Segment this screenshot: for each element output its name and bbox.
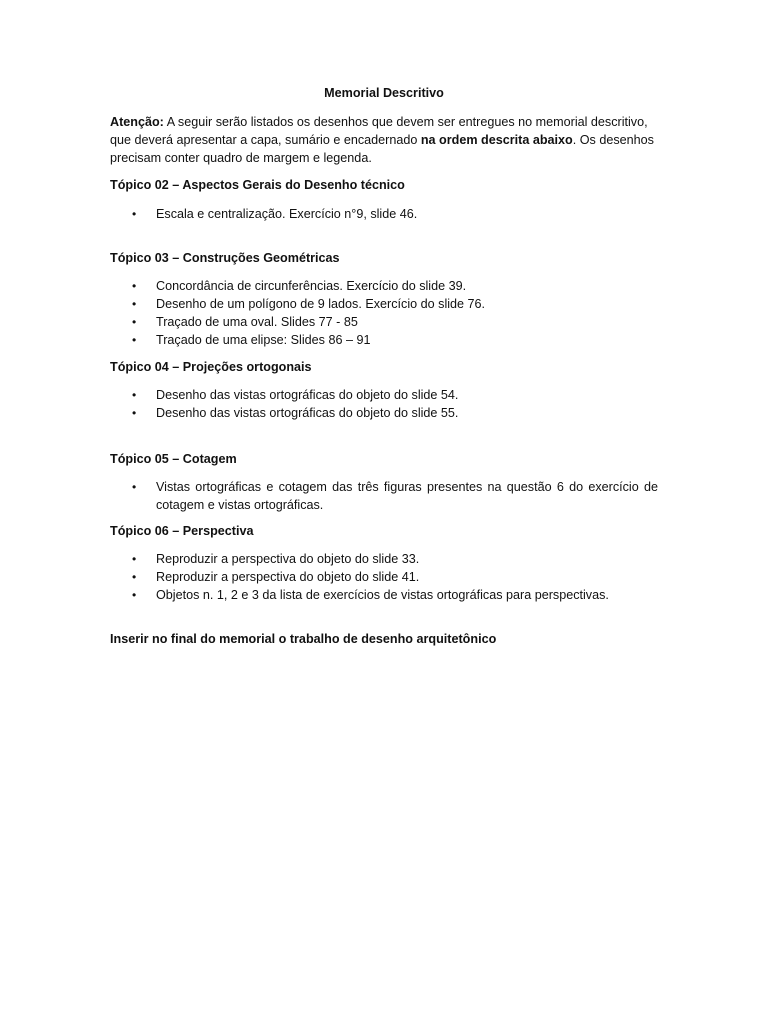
list-item (110, 404, 658, 422)
list-item (110, 295, 658, 313)
list-item (110, 331, 658, 349)
section-heading: Tópico 04 – Projeções ortogonais (110, 360, 312, 374)
intro-text-2: . Os desenhos precisam conter quadro de margem e legenda. (110, 133, 654, 165)
bullet-icon: • (132, 297, 137, 311)
list-item (110, 313, 658, 331)
list-item (110, 205, 658, 223)
list-item-text: Traçado de uma elipse: Slides 86 – 91 (156, 333, 371, 347)
section-heading: Tópico 05 – Cotagem (110, 452, 237, 466)
list-item-text: Desenho de um polígono de 9 lados. Exercício do slide 76. (156, 297, 486, 311)
bullet-list (110, 205, 658, 223)
bullet-icon: • (132, 207, 137, 221)
list-item (110, 277, 658, 295)
list-item-text: Desenho das vistas ortográficas do objeto do slide 55. (156, 406, 459, 420)
list-item-text: Desenho das vistas ortográficas do objeto do slide 54. (156, 388, 459, 402)
list-item-text: Reproduzir a perspectiva do objeto do slide 41. (156, 570, 420, 584)
list-item (110, 586, 658, 604)
list-item-text: Traçado de uma oval. Slides 77 - 85 (156, 315, 358, 329)
section-heading: Tópico 02 – Aspectos Gerais do Desenho técnico (110, 178, 405, 192)
bullet-icon: • (132, 333, 137, 347)
bullet-icon: • (132, 570, 137, 584)
list-item-text: Concordância de circunferências. Exercício do slide 39. (156, 279, 467, 293)
document-title: Memorial Descritivo (324, 86, 444, 100)
bullet-icon: • (132, 552, 137, 566)
section-heading: Tópico 03 – Construções Geométricas (110, 251, 340, 265)
list-item-text: Vistas ortográficas e cotagem das três figuras presentes na questão 6 do exercício de cotagem e vistas ortográficas. (156, 480, 658, 512)
document-body (110, 84, 658, 648)
bullet-icon: • (132, 315, 137, 329)
list-item (110, 478, 658, 514)
list-item-text: Escala e centralização. Exercício n°9, slide 46. (156, 207, 418, 221)
list-item (110, 568, 658, 586)
list-item (110, 550, 658, 568)
intro-text-1: A seguir serão listados os desenhos que devem ser entregues no memorial descritivo, que deverá apresentar a capa, sumário e encadernado (110, 115, 648, 147)
bullet-icon: • (132, 388, 137, 402)
closing-note: Inserir no final do memorial o trabalho de desenho arquitetônico (110, 632, 497, 646)
bullet-list (110, 386, 658, 422)
intro-paragraph (110, 113, 658, 167)
list-item (110, 386, 658, 404)
bullet-list (110, 478, 658, 514)
bullet-list (110, 550, 658, 604)
bullet-icon: • (132, 480, 137, 494)
intro-label: Atenção: (110, 115, 164, 129)
section-heading: Tópico 06 – Perspectiva (110, 524, 254, 538)
intro-bold: na ordem descrita abaixo (420, 133, 573, 147)
bullet-list (110, 277, 658, 349)
list-item-text: Reproduzir a perspectiva do objeto do slide 33. (156, 552, 420, 566)
bullet-icon: • (132, 406, 137, 420)
list-item-text: Objetos n. 1, 2 e 3 da lista de exercícios de vistas ortográficas para perspectivas. (156, 588, 609, 602)
bullet-icon: • (132, 588, 137, 602)
bullet-icon: • (132, 279, 137, 293)
